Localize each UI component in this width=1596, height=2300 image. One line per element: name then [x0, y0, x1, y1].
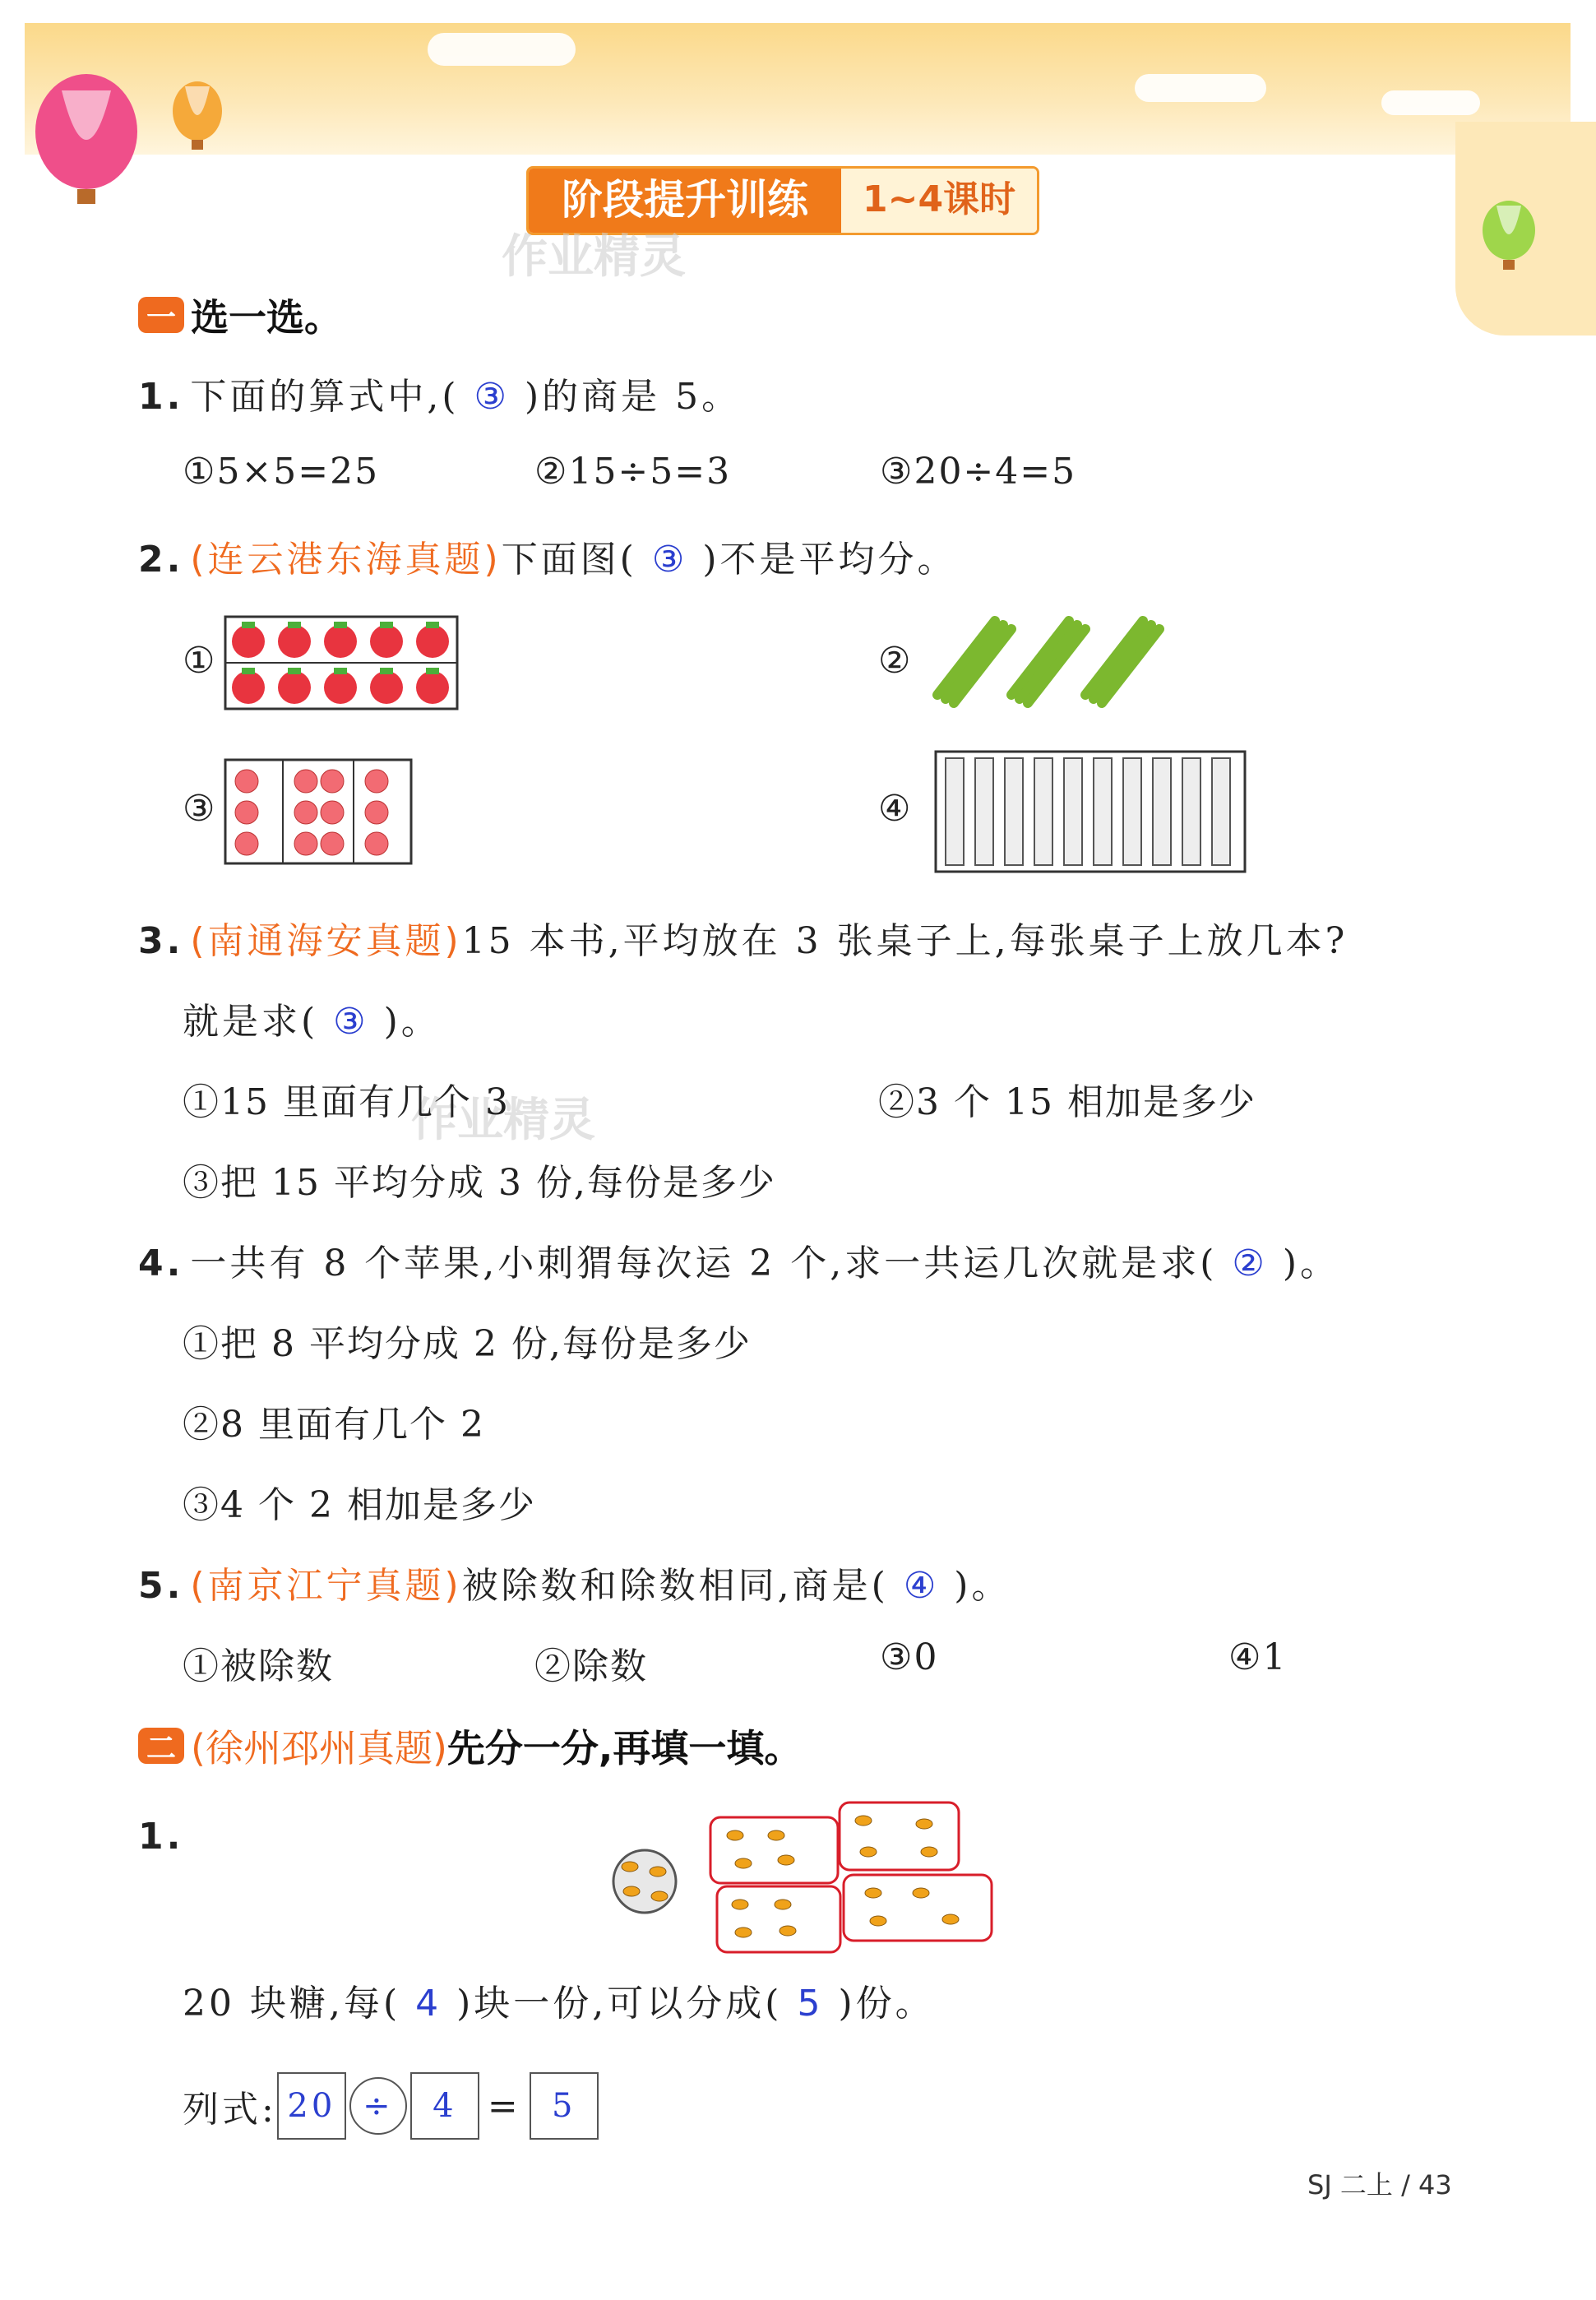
section2-heading [138, 1719, 802, 1773]
question-source: (南京江宁真题) [190, 1565, 462, 1607]
question-2 [138, 530, 956, 582]
balloon-icon [1472, 197, 1546, 280]
question-source: (南通海安真题) [190, 920, 462, 962]
formula-row [183, 2072, 599, 2140]
answer: ③ [333, 1001, 369, 1043]
sentence-text: 20 块糖,每( [183, 1983, 401, 2025]
equals-sign: = [487, 2085, 521, 2127]
section-title: 选一选。 [191, 295, 342, 340]
option: ②除数 [534, 1645, 648, 1687]
option: ①15 里面有几个 3 [183, 1081, 510, 1123]
question-text: )的商是 5。 [524, 376, 742, 418]
watermark: 作业精灵 [502, 230, 686, 284]
option: ③把 15 平均分成 3 份,每份是多少 [183, 1162, 776, 1204]
option-label: ① [183, 640, 217, 682]
option: ②15÷5=3 [534, 451, 732, 493]
answer: 4 [415, 1983, 442, 2025]
option: ③0 [880, 1636, 939, 1678]
section1-heading [138, 288, 342, 342]
circle-grid [224, 758, 413, 865]
section-title: 先分一分,再填一填。 [446, 1726, 803, 1770]
candy-groups-illustration [612, 1799, 998, 1955]
option: ③4 个 2 相加是多少 [183, 1484, 536, 1526]
section-source: (徐州邳州真题) [191, 1726, 447, 1770]
question-text: )。 [1282, 1243, 1340, 1284]
option: ②3 个 15 相加是多少 [878, 1081, 1256, 1123]
question-text: 下面图( [501, 539, 637, 581]
option: ③20÷4=5 [880, 451, 1077, 493]
answer: ② [1232, 1243, 1268, 1284]
fill-sentence [183, 1974, 935, 2026]
header-band [25, 23, 1571, 155]
section-badge: 一 [138, 297, 184, 333]
option: ④1 [1228, 1636, 1288, 1678]
page-footer: SJ 二上 / 43 [1307, 2169, 1452, 2201]
question-3 [138, 911, 1348, 964]
sentence-text: )块一份,可以分成( [456, 1983, 783, 2025]
question-text: )不是平均分。 [702, 539, 957, 581]
question-number: 2. [138, 539, 184, 581]
block-columns [934, 750, 1247, 873]
title-main: 阶段提升训练 [529, 169, 841, 233]
answer: ③ [474, 376, 510, 418]
formula-box: 20 [277, 2072, 346, 2140]
cloud [428, 33, 576, 66]
formula-box: 4 [410, 2072, 479, 2140]
answer: ④ [903, 1565, 940, 1607]
operator-circle: ÷ [349, 2077, 407, 2135]
question-1 [138, 367, 741, 419]
question-3-line2 [183, 992, 441, 1044]
question-number: 4. [138, 1243, 184, 1284]
question-text: )。 [383, 1001, 441, 1043]
option-label: ④ [878, 788, 913, 830]
section2-question-number [138, 1816, 190, 1858]
option-label: ③ [183, 788, 217, 830]
cloud [1381, 90, 1480, 115]
formula-box: 5 [530, 2072, 599, 2140]
option-label: ② [878, 640, 913, 682]
balloon-icon [25, 66, 255, 214]
title-sub: 1~4课时 [841, 169, 1037, 233]
question-number: 1. [138, 1816, 184, 1858]
question-number: 1. [138, 376, 184, 418]
answer: ③ [651, 539, 688, 581]
strawberry-grid [224, 615, 459, 710]
option: ②8 里面有几个 2 [183, 1404, 485, 1446]
question-source: (连云港东海真题) [190, 539, 502, 581]
answer: 5 [797, 1983, 824, 2025]
cloud [1135, 74, 1266, 102]
formula-label: 列式: [183, 2089, 277, 2131]
question-text: 下面的算式中,( [190, 376, 460, 418]
section-badge: 二 [138, 1728, 184, 1764]
question-number: 3. [138, 920, 184, 962]
question-text: )。 [954, 1565, 1011, 1607]
watermark: 作业精灵 [411, 1094, 595, 1147]
option: ①把 8 平均分成 2 份,每份是多少 [183, 1323, 752, 1365]
question-number: 5. [138, 1565, 184, 1607]
question-text: 15 本书,平均放在 3 张桌子上,每张桌子上放几本? [461, 920, 1349, 962]
question-text: 一共有 8 个苹果,小刺猬每次运 2 个,求一共运几次就是求( [190, 1243, 1218, 1284]
stick-bundles [929, 609, 1176, 715]
option: ①被除数 [183, 1645, 334, 1687]
question-text: 就是求( [183, 1001, 319, 1043]
option: ①5×5=25 [183, 451, 380, 493]
question-5 [138, 1556, 1011, 1608]
question-4 [138, 1233, 1339, 1286]
sentence-text: )份。 [838, 1983, 935, 2025]
question-text: 被除数和除数相同,商是( [461, 1565, 889, 1607]
